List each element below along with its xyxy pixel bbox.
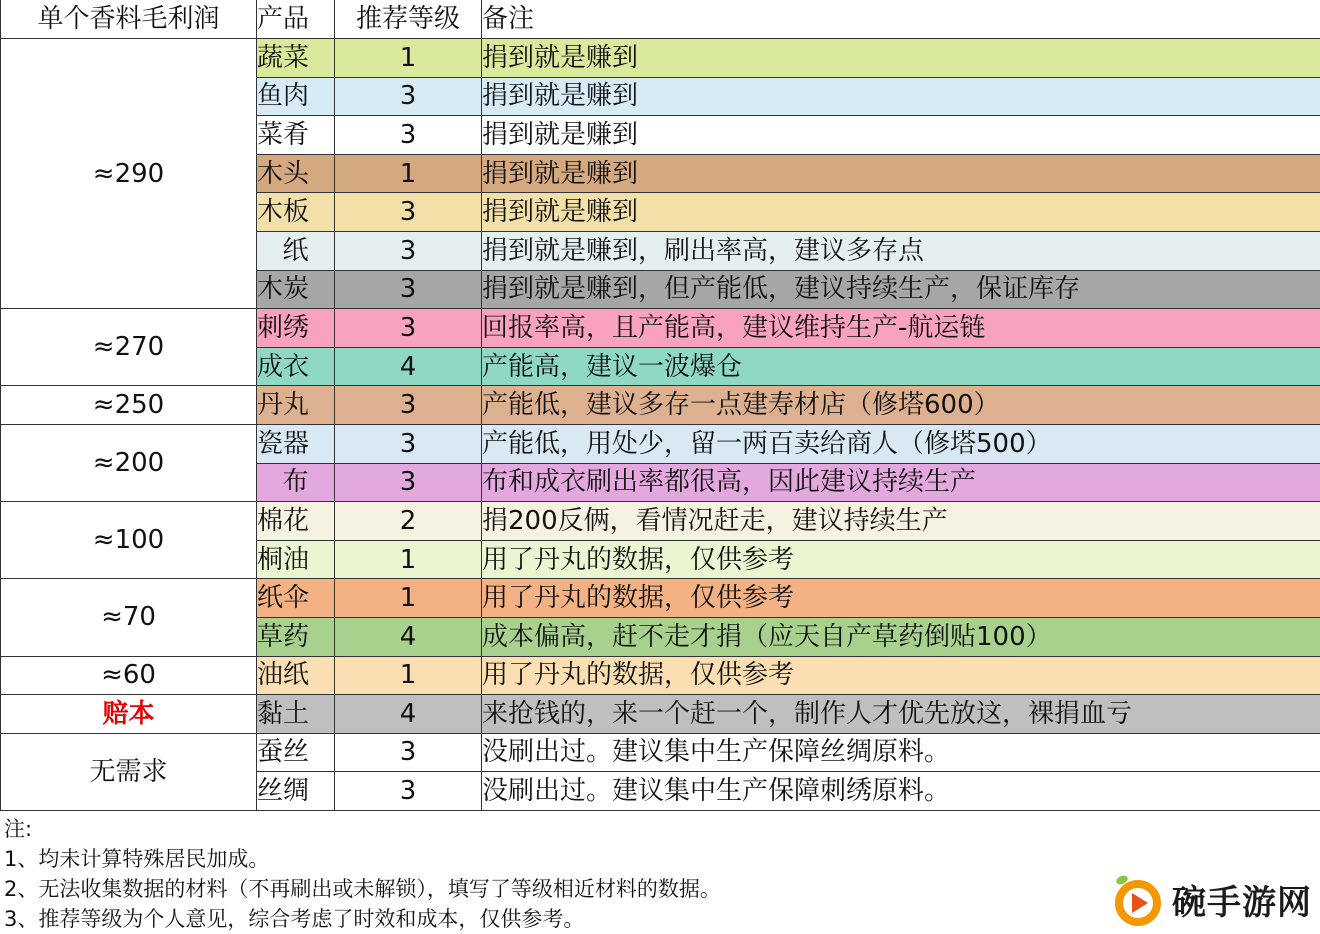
table-header-row [1, 0, 1320, 39]
profit-cell: ≈100 [1, 502, 257, 579]
remark-cell: 捐到就是赚到 [482, 193, 1320, 232]
product-cell: 棉花 [257, 502, 335, 541]
remark-cell: 捐200反俩，看情况赶走，建议持续生产 [482, 502, 1320, 541]
profit-cell: 赔本 [1, 695, 257, 734]
level-cell: 4 [335, 695, 482, 734]
product-cell: 黏土 [257, 695, 335, 734]
remark-cell: 布和成衣刷出率都很高，因此建议持续生产 [482, 463, 1320, 502]
level-cell: 3 [335, 733, 482, 772]
level-cell: 3 [335, 424, 482, 463]
level-cell: 2 [335, 502, 482, 541]
level-cell: 3 [335, 116, 482, 155]
level-cell: 4 [335, 617, 482, 656]
product-cell: 纸伞 [257, 579, 335, 618]
table-body [1, 39, 1320, 811]
remark-cell: 用了丹丸的数据，仅供参考 [482, 579, 1320, 618]
remark-cell: 成本偏高，赶不走才捐（应天自产草药倒贴100） [482, 617, 1320, 656]
watermark-text: 碗手游网 [1172, 882, 1312, 923]
level-cell: 3 [335, 193, 482, 232]
product-cell: 纸 [257, 231, 335, 270]
header-level: 推荐等级 [335, 0, 482, 39]
level-cell: 1 [335, 656, 482, 695]
level-cell: 1 [335, 540, 482, 579]
product-cell: 桐油 [257, 540, 335, 579]
product-cell: 丹丸 [257, 386, 335, 425]
level-cell: 1 [335, 39, 482, 78]
product-cell: 成衣 [257, 347, 335, 386]
note-item: 3、推荐等级为个人意见，综合考虑了时效和成本，仅供参考。 [4, 907, 585, 931]
product-cell: 布 [257, 463, 335, 502]
product-cell: 蔬菜 [257, 39, 335, 78]
profit-cell: 无需求 [1, 733, 257, 810]
table-row [1, 424, 1320, 463]
level-cell: 1 [335, 579, 482, 618]
note-item: 2、无法收集数据的材料（不再刷出或未解锁），填写了等级相近材料的数据。 [4, 877, 721, 901]
remark-cell: 用了丹丸的数据，仅供参考 [482, 540, 1320, 579]
header-profit: 单个香料毛利润 [1, 0, 257, 39]
profit-cell: ≈270 [1, 309, 257, 386]
table-row [1, 733, 1320, 772]
profit-cell: ≈250 [1, 386, 257, 425]
product-cell: 刺绣 [257, 309, 335, 348]
remark-cell: 回报率高，且产能高，建议维持生产-航运链 [482, 309, 1320, 348]
product-cell: 蚕丝 [257, 733, 335, 772]
notes-section [4, 814, 1204, 934]
profit-cell: ≈60 [1, 656, 257, 695]
table-row [1, 386, 1320, 425]
remark-cell: 捐到就是赚到，刷出率高，建议多存点 [482, 231, 1320, 270]
table-row [1, 39, 1320, 78]
product-cell: 木板 [257, 193, 335, 232]
product-cell: 木头 [257, 154, 335, 193]
level-cell: 3 [335, 386, 482, 425]
product-cell: 草药 [257, 617, 335, 656]
remark-cell: 捐到就是赚到，但产能低，建议持续生产，保证库存 [482, 270, 1320, 309]
remark-cell: 捐到就是赚到 [482, 116, 1320, 155]
profit-cell: ≈200 [1, 424, 257, 501]
product-cell: 鱼肉 [257, 77, 335, 116]
remark-cell: 捐到就是赚到 [482, 39, 1320, 78]
profit-cell: ≈290 [1, 39, 257, 309]
watermark-logo-icon [1108, 872, 1164, 926]
product-cell: 木炭 [257, 270, 335, 309]
product-cell: 瓷器 [257, 424, 335, 463]
level-cell: 4 [335, 347, 482, 386]
header-remark: 备注 [482, 0, 1320, 39]
note-item: 1、均未计算特殊居民加成。 [4, 847, 270, 871]
table-row [1, 502, 1320, 541]
level-cell: 3 [335, 231, 482, 270]
notes-heading: 注: [4, 817, 33, 841]
table-row [1, 695, 1320, 734]
remark-cell: 用了丹丸的数据，仅供参考 [482, 656, 1320, 695]
header-product: 产品 [257, 0, 335, 39]
level-cell: 3 [335, 309, 482, 348]
watermark [1082, 872, 1312, 926]
table-row [1, 309, 1320, 348]
profit-cell: ≈70 [1, 579, 257, 656]
remark-cell: 没刷出过。建议集中生产保障丝绸原料。 [482, 733, 1320, 772]
remark-cell: 产能低，用处少，留一两百卖给商人（修塔500） [482, 424, 1320, 463]
remark-cell: 捐到就是赚到 [482, 77, 1320, 116]
remark-cell: 产能低，建议多存一点建寿材店（修塔600） [482, 386, 1320, 425]
remark-cell: 没刷出过。建议集中生产保障刺绣原料。 [482, 772, 1320, 811]
level-cell: 3 [335, 463, 482, 502]
product-cell: 丝绸 [257, 772, 335, 811]
product-cell: 油纸 [257, 656, 335, 695]
remark-cell: 来抢钱的，来一个赶一个，制作人才优先放这，裸捐血亏 [482, 695, 1320, 734]
table-row [1, 579, 1320, 618]
level-cell: 1 [335, 154, 482, 193]
product-cell: 菜肴 [257, 116, 335, 155]
level-cell: 3 [335, 772, 482, 811]
table-row [1, 656, 1320, 695]
remark-cell: 产能高，建议一波爆仓 [482, 347, 1320, 386]
remark-cell: 捐到就是赚到 [482, 154, 1320, 193]
level-cell: 3 [335, 270, 482, 309]
level-cell: 3 [335, 77, 482, 116]
